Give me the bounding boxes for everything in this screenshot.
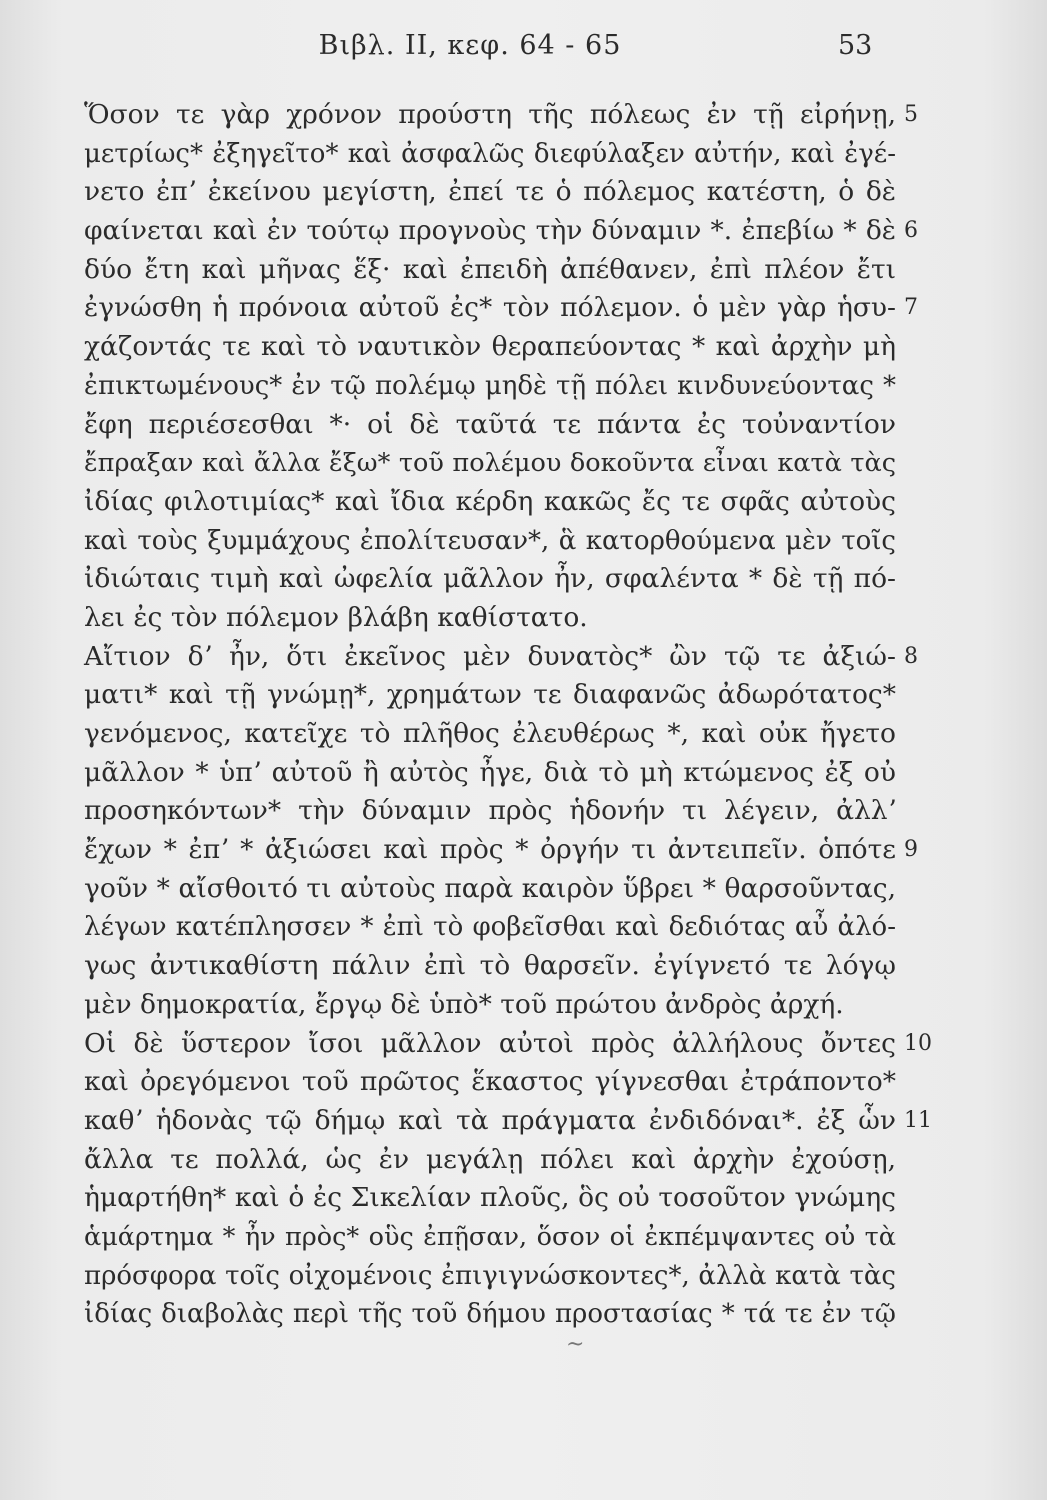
line-text: ἔχων * ἐπʼ * ἀξιώσει καὶ πρὸς * ὀργήν τι ἀντειπεῖν. ὁπότε — [84, 834, 896, 866]
line-text: καὶ ὀρεγόμενοι τοῦ πρῶτος ἕκαστος γίγνεσθαι ἐτράποντο* — [84, 1066, 896, 1098]
line-text: ἐγνώσθη ἡ πρόνοια αὐτοῦ ἐς* τὸν πόλεμον. ὁ μὲν γὰρ ἡσυ- — [84, 292, 896, 324]
line-text: πρόσφορα τοῖς οἰχομένοις ἐπιγιγνώσκοντες*, ἀλλὰ κατὰ τὰς — [84, 1260, 896, 1291]
section-number: 8 — [904, 643, 918, 669]
text-line — [84, 870, 896, 909]
text-line — [84, 947, 896, 986]
line-text: νετο ἐπʼ ἐκείνου μεγίστη, ἐπεί τε ὁ πόλεμος κατέστη, ὁ δὲ — [84, 176, 896, 208]
line-text: καὶ τοὺς ξυμμάχους ἐπολίτευσαν*, ἃ κατορθούμενα μὲν τοῖς — [84, 525, 896, 556]
text-line — [84, 599, 896, 638]
line-text: προσηκόντων* τὴν δύναμιν πρὸς ἡδονήν τι λέγειν, ἀλλʼ — [84, 795, 896, 827]
text-line — [84, 1218, 896, 1257]
footer-mark: ~ — [566, 1332, 585, 1357]
line-text: ἐπικτωμένους* ἐν τῷ πολέμῳ μηδὲ τῇ πόλει κινδυνεύοντας * — [84, 370, 896, 401]
text-line — [84, 1295, 896, 1334]
text-line — [84, 638, 918, 677]
text-line — [84, 754, 896, 793]
text-line — [84, 831, 918, 870]
line-text: Αἴτιον δʼ ἦν, ὅτι ἐκεῖνος μὲν δυνατὸς* ὢν τῷ τε ἀξιώ- — [84, 640, 896, 672]
text-line — [84, 251, 896, 290]
text-line — [84, 483, 896, 522]
line-text: ἰδίας διαβολὰς περὶ τῆς τοῦ δήμου προστασίας * τά τε ἐν τῷ — [84, 1299, 896, 1330]
section-number: 10 — [904, 1030, 932, 1056]
section-number: 9 — [904, 837, 918, 863]
line-text: ἰδιώταις τιμὴ καὶ ὠφελία μᾶλλον ἦν, σφαλέντα * δὲ τῇ πό- — [84, 563, 896, 595]
text-line — [84, 560, 896, 599]
line-text: ἁμάρτημα * ἦν πρὸς* οὓς ἐπῇσαν, ὅσον οἱ ἐκπέμψαντες οὐ τὰ — [84, 1221, 896, 1252]
text-line — [84, 367, 896, 406]
line-text: γοῦν * αἴσθοιτό τι αὐτοὺς παρὰ καιρὸν ὕβρει * θαρσοῦντας, — [84, 872, 896, 904]
text-line — [84, 908, 896, 947]
line-text: ματι* καὶ τῇ γνώμῃ*, χρημάτων τε διαφανῶς ἀδωρότατος* — [84, 679, 896, 711]
line-text: μὲν δημοκρατία, ἔργῳ δὲ ὑπὸ* τοῦ πρώτου ἀνδρὸς ἀρχή. — [84, 988, 844, 1020]
text-line — [84, 792, 896, 831]
text-line — [84, 289, 918, 328]
line-text: δύο ἔτη καὶ μῆνας ἕξ· καὶ ἐπειδὴ ἀπέθανεν, ἐπὶ πλέον ἔτι — [84, 253, 896, 285]
line-text: ἔπραξαν καὶ ἄλλα ἔξω* τοῦ πολέμου δοκοῦντα εἶναι κατὰ τὰς — [84, 448, 896, 479]
text-line — [84, 715, 896, 754]
text-line — [84, 1257, 896, 1296]
main-text — [84, 96, 932, 1334]
line-text: γενόμενος, κατεῖχε τὸ πλῆθος ἐλευθέρως *, καὶ οὐκ ἤγετο — [84, 718, 896, 749]
line-text: φαίνεται καὶ ἐν τούτῳ προγνοὺς τὴν δύναμιν *. ἐπεβίω * δὲ — [84, 215, 896, 247]
line-text: μετρίως* ἐξηγεῖτο* καὶ ἀσφαλῶς διεφύλαξεν αὐτήν, καὶ ἐγέ- — [84, 138, 896, 169]
text-line — [84, 444, 896, 483]
text-line — [84, 986, 896, 1025]
section-number: 11 — [904, 1107, 932, 1133]
text-line — [84, 1141, 896, 1180]
text-line — [84, 212, 918, 251]
line-text: χάζοντάς τε καὶ τὸ ναυτικὸν θεραπεύοντας * καὶ ἀρχὴν μὴ — [84, 331, 896, 363]
line-text: μᾶλλον * ὑπʼ αὐτοῦ ἢ αὐτὸς ἦγε, διὰ τὸ μὴ κτώμενος ἐξ οὐ — [84, 756, 896, 788]
text-line — [84, 1179, 896, 1218]
text-line — [84, 135, 896, 174]
section-number: 5 — [904, 102, 918, 127]
line-text: ἄλλα τε πολλά, ὡς ἐν μεγάλῃ πόλει καὶ ἀρχὴν ἐχούσῃ, — [84, 1143, 896, 1175]
line-text: καθʼ ἡδονὰς τῷ δήμῳ καὶ τὰ πράγματα ἐνδιδόναι*. ἐξ ὧν — [84, 1104, 896, 1136]
line-text: λέγων κατέπλησσεν * ἐπὶ τὸ φοβεῖσθαι καὶ δεδιότας αὖ ἀλό- — [84, 912, 896, 943]
running-header: Βιβλ. II, κεφ. 64 - 65 — [318, 30, 622, 61]
text-line — [84, 1063, 896, 1102]
text-line — [84, 1025, 932, 1064]
line-text: γως ἀντικαθίστη πάλιν ἐπὶ τὸ θαρσεῖν. ἐγίγνετό τε λόγῳ — [84, 950, 896, 982]
line-text: Οἱ δὲ ὕστερον ἴσοι μᾶλλον αὐτοὶ πρὸς ἀλλήλους ὄντες — [84, 1027, 896, 1059]
text-line — [84, 173, 896, 212]
text-line — [84, 1102, 932, 1141]
line-text: Ὅσον τε γὰρ χρόνον προύστη τῆς πόλεως ἐν τῇ εἰρήνῃ, — [84, 99, 896, 130]
text-line — [84, 328, 896, 367]
text-line — [84, 406, 896, 445]
section-number: 6 — [904, 218, 918, 244]
text-line — [84, 522, 896, 561]
line-text: ἡμαρτήθη* καὶ ὁ ἐς Σικελίαν πλοῦς, ὃς οὐ τοσοῦτον γνώμης — [84, 1182, 896, 1214]
page-number: 53 — [838, 30, 873, 61]
section-number: 7 — [904, 295, 918, 321]
line-text: ἔφη περιέσεσθαι *· οἱ δὲ ταῦτά τε πάντα ἐς τοὐναντίον — [84, 408, 896, 440]
line-text: λει ἐς τὸν πόλεμον βλάβη καθίστατο. — [84, 601, 588, 633]
line-text: ἰδίας φιλοτιμίας* καὶ ἴδια κέρδη κακῶς ἔς τε σφᾶς αὐτοὺς — [84, 485, 896, 517]
text-line — [84, 676, 896, 715]
text-line — [84, 96, 918, 135]
